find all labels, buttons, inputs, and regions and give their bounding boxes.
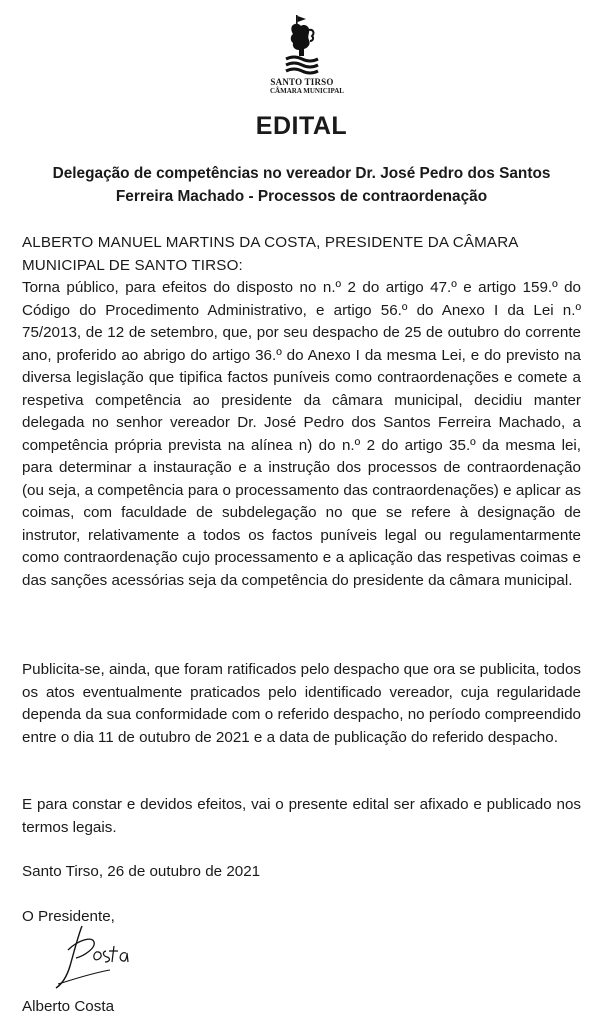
handwritten-signature [48,922,138,992]
place-and-date: Santo Tirso, 26 de outubro de 2021 [22,863,261,880]
signer-role: O Presidente, [22,908,115,925]
paragraph-ratification: Publicita-se, ainda, que foram ratificados pelo despacho que ora se publicita, todos os atos eventualmente praticados pelo identificado vereador, cuja regularidade dependa da sua conformidade com o referido despacho, no período compreendido entre o dia 11 de outubro de 2021 e a data de publicação do referido despacho. [22,661,581,746]
logo-municipality-name: SANTO TIRSO [270,77,334,87]
paragraph-publication: E para constar e devidos efeitos, vai o presente edital ser afixado e publicado nos termos legais. [22,796,581,836]
document-subtitle: Delegação de competências no vereador Dr. José Pedro dos Santos Ferreira Machado - Processos de contraordenação [52,165,551,205]
paragraph-delegation: Torna público, para efeitos do disposto no n.º 2 do artigo 47.º e artigo 159.º do Código do Procedimento Administrativo, e artigo 56.º do Anexo I da Lei n.º 75/2013, de 12 de setembro, que, por seu despacho de 25 de outubro do corrente ano, proferido ao abrigo do artigo 36.º do Anexo I da mesma Lei, e do previsto na diversa legislação que tipifica factos puníveis como contraordenações e comete a respetiva competência ao presidente da câmara municipal, decidiu manter delegada no senhor vereador Dr. José Pedro dos Santos Ferreira Machado, a competência própria prevista na alínea n) do n.º 2 do artigo 35.º da mesma lei, para determinar a instauração e a instrução dos processos de contraordenação (ou seja, a competência para o processamento das contraordenações) e aplicar as coimas, com faculdade de subdelegação no que se refere à designação de instrutor, relativamente a todos os factos puníveis legal ou regulamentarmente como contraordenação cujo processamento e a aplicação das respetivas coimas e das sanções acessórias seja da competência do presidente da câmara municipal. [22,279,581,589]
announcement-heading: ALBERTO MANUEL MARTINS DA COSTA, PRESIDENTE DA CÂMARA MUNICIPAL DE SANTO TIRSO: [22,234,518,274]
coat-of-arms-icon [282,14,322,76]
logo-municipality-subtitle: CÂMARA MUNICIPAL [270,87,344,95]
signer-name: Alberto Costa [22,998,115,1015]
municipal-logo [270,14,344,100]
document-title: EDITAL [255,112,348,140]
